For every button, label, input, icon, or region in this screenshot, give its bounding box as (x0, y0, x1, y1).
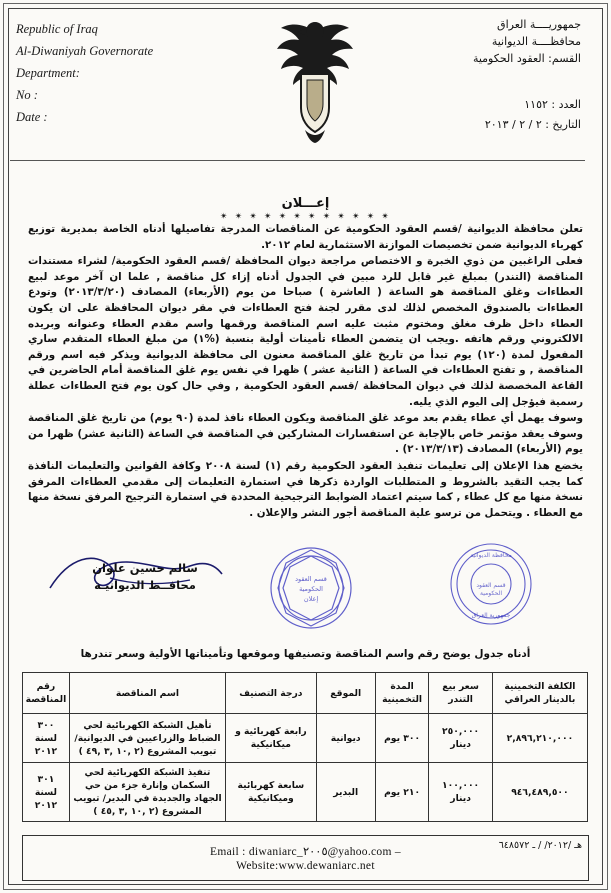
doc-date: التاريخ : ٢ / ٢ / ٢٠١٣ (484, 118, 581, 131)
cell-tender-number: ٣٠١ لسنة ٢٠١٢ (23, 763, 70, 822)
body-paragraph: فعلى الراغبين من ذوي الخبرة و الاختصاص مراجعة ديوان المحافظة /قسم العقود الحكومية/ لشراء مستندات المناقصة (التندر) بمبلغ غير قابل للرد مبين في الجدول أدناه إزاء كل مناقصة , علما ان آخر موعد لبيع العطاءات وغلق المناقصة هو الساعة ( العاشرة ) صباحا من يوم (الأربعاء) المصادف (٢٠١٣/٣/٢٠) وتودع العطاءات بالصندوق المخصص لذلك لدى مقرر لجنة فتح العطاءات في مقر ديوان المحافظة على ان يكون العطاء داخل ظرف مغلق ومختوم مثبت عليه اسم المناقصة ورقمها واسم مقدم العطاء وعنوانه وبريده الالكتروني ورقم هاتفه .ويجب ان يتضمن العطاء تأمينات أولية بنسبة (%١) من مبلغ العطاء المتقدم ساري المفعول لمدة (١٢٠) يوم تبدأ من تاريخ غلق المناقصة معنون الى محافظة الديوانية ويذكر فيه اسم ورقم المناقصة , و تفتح العطاءات في الساعة ( الثانية عشر ) ظهرا في نفس يوم غلق المناقصة أمام الحاضرين في القاعة المخصصة لذلك في ديوان المحافظة /قسم العقود الحكومية , وفي حال كون يوم فتح العطاءات عطلة رسمية فيؤجل إلى اليوم الذي يليه. (28, 255, 583, 408)
svg-text:محافظة الديوانية: محافظة الديوانية (470, 552, 512, 559)
cell-tender-number: ٣٠٠ لسنة ٢٠١٢ (23, 714, 70, 763)
tenders-table (22, 672, 588, 822)
body-paragraph: وسوف يهمل أي عطاء يقدم بعد موعد غلق المناقصة ويكون العطاء نافذ لمدة (٩٠ يوم) من تاريخ غلق المناقصة وسوف يعقد مؤتمر خاص بالإجابة عن استفسارات المشاركين في المناقصة في الساعة (الثانية عشر) ظهرا من يوم (الأربعاء) المصادف (٢٠١٣/٣/١٣) . (28, 412, 583, 456)
footer-email[interactable]: Email : diwaniarc_٢٠٠٥@yahoo.com – (210, 846, 401, 858)
cell-tender-price: ٢٥٠,٠٠٠ دينار (429, 714, 493, 763)
announcement-body (28, 222, 583, 522)
document-footer (22, 835, 589, 881)
letterhead-country-ar: جمهوريــــة العراق (497, 18, 581, 31)
th-location: الموقع (316, 673, 375, 714)
svg-text:قسم العقود: قسم العقود (476, 582, 506, 589)
letterhead-arabic (366, 16, 581, 67)
cell-tender-name: تأهيل الشبكة الكهربائية لحي الضباط والزراعيين في الديوانية/ تبويب المشروع (٢ ,١٠ ,٣ ,٤٩ ) (69, 714, 225, 763)
letterhead-governorate-ar: محافظــــة الديوانية (491, 35, 581, 48)
doc-number: العدد : ١١٥٢ (524, 98, 581, 111)
cell-grade: رابعة كهربائية و ميكانيكية (226, 714, 317, 763)
svg-text:جمهورية العراق: جمهورية العراق (471, 612, 511, 619)
footer-website[interactable]: Website:www.dewaniarc.net (236, 860, 375, 872)
announcement-title (0, 196, 611, 222)
cell-location: البدير (316, 763, 375, 822)
signatory-title: محافــظ الديوانيـة (94, 578, 196, 592)
announcement-title-text: إعـــلان (281, 196, 330, 211)
svg-text:الحكومية: الحكومية (299, 585, 323, 593)
table-row (23, 763, 588, 822)
letterhead-date-en: Date : (16, 110, 48, 124)
cell-duration: ٣٠٠ يوم (375, 714, 429, 763)
cell-tender-price: ١٠٠,٠٠٠ دينار (429, 763, 493, 822)
th-tender-number: رقم المناقصة (23, 673, 70, 714)
cell-duration: ٢١٠ يوم (375, 763, 429, 822)
letterhead (10, 10, 585, 161)
signatory-name: سالم حسين علوان (92, 561, 198, 575)
cell-location: ديوانية (316, 714, 375, 763)
cell-estimated-cost: ٩٤٦,٤٨٩,٥٠٠ (492, 763, 587, 822)
cell-grade: سابعة كهربائية وميكانيكية (226, 763, 317, 822)
letterhead-meta (366, 95, 581, 135)
svg-text:الحكومية: الحكومية (479, 590, 503, 597)
body-paragraph: يخضع هذا الإعلان إلى تعليمات تنفيذ العقود الحكومية رقم (١) لسنة ٢٠٠٨ وكافة القوانين والتعليمات النافذة كما يجب التقيد بالشروط و المتطلبات الواردة ذكرها في استمارة التعليمات إلى مقدمي العطاءات المرفق نسخة منها مع كل عطاء , كما سيتم اعتماد الضوابط الترجيحية المحددة في استمارة الترجيح المرفق نسخة منها مع العطاء . ويتحمل من ترسو علية المناقصة أجور النشر والإعلان . (28, 459, 583, 519)
table-header-row (23, 673, 588, 714)
signature-block (30, 560, 260, 594)
th-estimated-cost: الكلفة التخمينية بالدينار العراقي (492, 673, 587, 714)
table-caption: أدناه جدول يوضح رقم واسم المناقصة وتصنيفها وموقعها وتأميناتها الأولية وسعر تندرها (80, 648, 531, 660)
svg-text:إعلان: إعلان (303, 595, 319, 603)
body-paragraph: تعلن محافظة الديوانية /قسم العقود الحكومية عن المناقصات المدرجة تفاصيلها أدناه الخاصة بمديرية توزيع كهرباء الديوانية ضمن تخصيصات الموازنة الاستثمارية لعام ٢٠١٢. (28, 223, 583, 251)
letterhead-governorate-en: Al-Diwaniyah Governorate (16, 44, 154, 58)
iraq-eagle-emblem-icon (275, 16, 355, 144)
th-tender-price: سعر بيع التندر (429, 673, 493, 714)
letterhead-country-en: Republic of Iraq (16, 22, 98, 36)
letterhead-department-ar: القسم: العقود الحكومية (472, 52, 581, 65)
official-round-stamp-icon (448, 541, 534, 627)
letterhead-department-en: Department: (16, 66, 80, 80)
announcement-title-decoration: ✴ ✴ ✴ ✴ ✴ ✴ ✴ ✴ ✴ ✴ ✴ ✴ (220, 212, 391, 222)
cell-tender-name: تنفيذ الشبكة الكهربائية لحي السكمان وإنارة جزء من حي الجهاد والجديدة في البدير/ تبويب المشروع (٢ ,١٠ ,٣ ,٤٥ ) (69, 763, 225, 822)
footer-arabic-ref: هـ /٢٠١٢/ / ـ ٦٤٨٥٧٢ (498, 840, 582, 851)
letterhead-english (16, 18, 216, 128)
svg-text:قسم العقود: قسم العقود (295, 575, 327, 583)
governorate-round-stamp-icon (266, 543, 356, 633)
th-grade: درجة التصنيف (226, 673, 317, 714)
cell-estimated-cost: ٢,٨٩٦,٢١٠,٠٠٠ (492, 714, 587, 763)
table-row (23, 714, 588, 763)
th-duration: المدة التخمينية (375, 673, 429, 714)
letterhead-number-en: No : (16, 88, 38, 102)
th-tender-name: اسم المناقصة (69, 673, 225, 714)
